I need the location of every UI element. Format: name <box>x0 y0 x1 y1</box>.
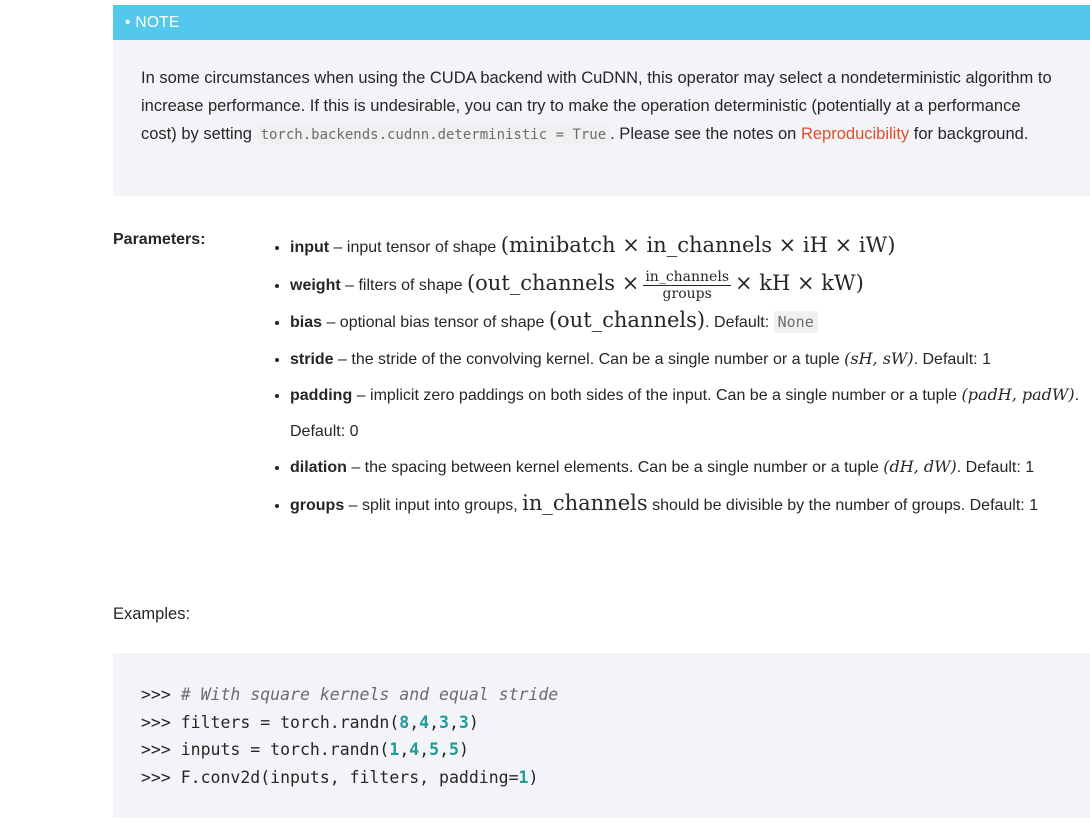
note-text-3: for background. <box>909 125 1029 143</box>
code-line-3: >>> inputs = torch.randn(1,4,5,5) <box>141 740 469 759</box>
prompt: >>> <box>141 740 181 759</box>
param-math: (out_channels) <box>548 308 706 332</box>
prompt: >>> <box>141 767 181 787</box>
reproducibility-link[interactable]: Reproducibility <box>800 125 910 143</box>
code-number: 4 <box>409 740 420 759</box>
param-desc: – split input into groups, <box>344 496 523 514</box>
code-number: 5 <box>429 740 440 759</box>
param-after: . Default: <box>705 314 774 331</box>
param-name: input <box>290 239 330 256</box>
code-text: ) <box>468 712 479 732</box>
param-math-post: × kH × kW) <box>735 270 864 295</box>
param-name: groups <box>290 496 345 514</box>
note-admonition <box>113 5 1090 196</box>
code-text: F.conv2d(inputs, filters, padding= <box>180 767 519 787</box>
param-bias <box>290 303 1090 341</box>
code-text: filters = torch.randn( <box>180 712 400 732</box>
code-number: 8 <box>399 712 410 732</box>
parameters-list <box>269 228 1090 523</box>
param-after: should be divisible by the number of groups. Default: 1 <box>647 496 1039 514</box>
param-name: padding <box>290 387 353 404</box>
prompt: >>> <box>141 712 181 732</box>
note-body <box>113 40 1090 149</box>
code-text: ) <box>458 740 469 759</box>
param-math: (padH, padW) <box>961 385 1075 404</box>
deterministic-code: torch.backends.cudnn.deterministic = True <box>257 125 611 145</box>
code-text: inputs = torch.randn( <box>180 740 390 759</box>
param-desc: – filters of shape <box>340 276 467 294</box>
note-text-2: . Please see the notes on <box>610 125 801 143</box>
param-math: in_channels <box>522 490 648 515</box>
code-text: ) <box>528 767 539 787</box>
fraction-numerator: in_channels <box>645 268 730 285</box>
param-weight <box>290 266 1090 304</box>
code-lines <box>113 653 1090 791</box>
param-padding <box>290 377 1090 449</box>
param-stride <box>290 341 1090 378</box>
param-groups <box>290 486 1090 524</box>
param-desc: – the spacing between kernel elements. Can be a single number or a tuple <box>346 459 884 476</box>
param-after: . Default: 1 <box>956 459 1035 476</box>
examples-label: Examples: <box>113 605 191 623</box>
param-desc: – implicit zero paddings on both sides of the input. Can be a single number or a tuple <box>352 387 962 404</box>
note-text-1: In some circumstances when using the CUDA backend with CuDNN, this operator may select a nondeterministic algorithm to increase performance. If this is undesirable, you can try to make the operation deterministic (potentially at a performance cost) by setting <box>141 69 1052 143</box>
param-desc: – the stride of the convolving kernel. Can be a single number or a tuple <box>333 350 845 368</box>
param-name: stride <box>290 350 334 368</box>
fraction-denominator: groups <box>662 285 712 302</box>
param-math: (minibatch × in_channels × iH × iW) <box>500 233 896 257</box>
code-number: 4 <box>419 712 430 732</box>
param-dilation <box>290 449 1090 486</box>
code-number: 5 <box>449 740 459 759</box>
parameters-label: Parameters: <box>113 231 206 248</box>
code-number: 1 <box>389 740 400 759</box>
prompt: >>> <box>141 685 181 704</box>
param-math: (sH, sW) <box>844 348 914 368</box>
param-after: . Default: 0 <box>290 387 1080 440</box>
code-number: 1 <box>518 767 529 787</box>
code-line-2: >>> filters = torch.randn(8,4,3,3) <box>141 712 479 732</box>
param-name: dilation <box>290 459 347 476</box>
param-desc: – input tensor of shape <box>329 239 501 256</box>
default-none-code: None <box>774 311 818 333</box>
code-line-4 <box>141 768 538 787</box>
param-desc: – optional bias tensor of shape <box>322 314 549 331</box>
code-number: 3 <box>458 712 469 732</box>
param-input <box>290 228 1090 266</box>
note-heading: • NOTE <box>113 5 1090 40</box>
param-math-pre: (out_channels × <box>466 270 640 295</box>
param-name: weight <box>290 276 341 294</box>
param-after: . Default: 1 <box>913 350 991 368</box>
code-number: 3 <box>439 712 449 732</box>
code-comment: # With square kernels and equal stride <box>180 685 559 704</box>
param-name: bias <box>290 314 323 331</box>
param-math: (dH, dW) <box>883 457 957 476</box>
code-line-1 <box>141 685 558 704</box>
fraction <box>643 269 731 302</box>
code-example-block[interactable] <box>113 653 1090 818</box>
